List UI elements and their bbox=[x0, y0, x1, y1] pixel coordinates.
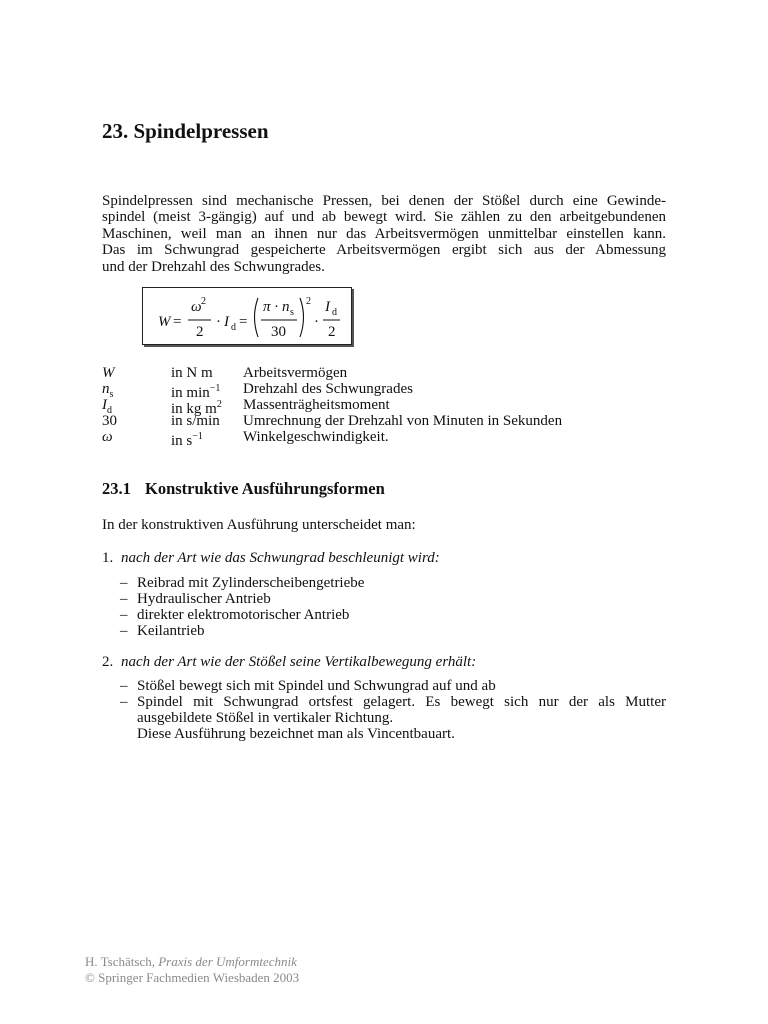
category-number: 2. bbox=[102, 654, 114, 670]
category-label: nach der Art wie der Stößel seine Vertikalbewegung erhält: bbox=[121, 654, 477, 670]
formula-denominator: 2 bbox=[196, 324, 204, 340]
formula-thirty: 30 bbox=[271, 324, 286, 340]
formula-omega-exponent: 2 bbox=[201, 296, 206, 307]
bullet-list bbox=[120, 678, 666, 742]
section-title-text: Konstruktive Ausführungsformen bbox=[145, 479, 385, 498]
formula-W: W bbox=[158, 314, 171, 330]
variable-symbol: W bbox=[102, 365, 115, 381]
formula-n: n bbox=[282, 299, 290, 315]
intro-line: und der Drehzahl des Schwungrades. bbox=[102, 258, 325, 275]
formula-denominator: 2 bbox=[328, 324, 336, 340]
category-number: 1. bbox=[102, 550, 114, 566]
footer-citation: H. Tschätsch, Praxis der Umformtechnik bbox=[85, 954, 297, 969]
list-item: – Keilantrieb bbox=[120, 623, 205, 639]
formula-equals: = bbox=[173, 314, 182, 330]
formula-n-subscript: s bbox=[290, 307, 294, 318]
formula-I-subscript: d bbox=[332, 307, 337, 318]
formula-I-subscript: d bbox=[231, 322, 236, 333]
variable-description: Umrechnung der Drehzahl von Minuten in Sekunden bbox=[243, 413, 563, 429]
bullet-list bbox=[120, 575, 666, 639]
intro-paragraph bbox=[102, 193, 666, 275]
category-heading bbox=[102, 550, 440, 567]
formula-dot: · bbox=[314, 314, 319, 330]
formula bbox=[143, 288, 351, 344]
intro-line: Das im Schwungrad gespeicherte Arbeitsvermögen ergibt sich aus der Abmessung bbox=[102, 242, 666, 259]
list-item: – Spindel mit Schwungrad ortsfest gelagert. Es bewegt sich nur der als Mutter ausgebildete Stößel in vertikaler Richtung. Diese Ausführung bezeichnet man als Vincentbauart. bbox=[120, 694, 666, 742]
formula-I: I bbox=[224, 314, 229, 330]
variable-description: Massenträgheitsmoment bbox=[243, 397, 390, 413]
formula-paren-exponent: 2 bbox=[306, 296, 311, 307]
chapter-title: 23. Spindelpressen bbox=[102, 119, 269, 143]
category-heading bbox=[102, 654, 476, 671]
formula-paren-left bbox=[255, 298, 259, 337]
variable-description: Arbeitsvermögen bbox=[243, 365, 348, 381]
variable-symbol: $I_d$ bbox=[102, 397, 112, 416]
section-number: 23.1 bbox=[102, 479, 131, 498]
formula-I: I bbox=[325, 299, 330, 315]
formula-box bbox=[142, 287, 352, 345]
formula-equals: = bbox=[239, 314, 248, 330]
intro-line: Maschinen, weil man an ihnen nur das Arbeitsvermögen unmittelbar einstellen kann. bbox=[102, 225, 666, 242]
variable-symbol: 30 bbox=[102, 413, 117, 429]
list-item: – Hydraulischer Antrieb bbox=[120, 591, 271, 607]
variable-description: Drehzahl des Schwungrades bbox=[243, 381, 413, 397]
list-item: – Stößel bewegt sich mit Spindel und Schwungrad auf und ab bbox=[120, 678, 496, 694]
variable-unit: in $\min^{-1}$ bbox=[171, 383, 221, 401]
variable-description: Winkelgeschwindigkeit. bbox=[243, 429, 389, 445]
list-item: – direkter elektromotorischer Antrieb bbox=[120, 607, 350, 623]
page-footer bbox=[85, 954, 299, 986]
variable-symbol: $n_s$ bbox=[102, 381, 114, 400]
footer-copyright: © Springer Fachmedien Wiesbaden 2003 bbox=[85, 970, 300, 985]
variable-symbol: ω bbox=[102, 429, 113, 445]
category-label: nach der Art wie das Schwungrad beschleunigt wird: bbox=[121, 550, 440, 566]
section-intro: In der konstruktiven Ausführung unterscheidet man: bbox=[102, 517, 416, 533]
intro-line: Spindelpressen sind mechanische Pressen, bei denen der Stößel durch eine Gewinde- bbox=[102, 193, 666, 209]
variable-unit: in s/min bbox=[171, 413, 220, 429]
section-title bbox=[102, 479, 385, 499]
variable-unit: in kg $m^2$ bbox=[171, 399, 222, 417]
formula-omega: ω bbox=[191, 299, 202, 315]
formula-paren-right bbox=[300, 298, 304, 337]
variable-unit: in N m bbox=[171, 365, 213, 381]
formula-dot: · bbox=[216, 314, 221, 330]
formula-pi: π bbox=[263, 299, 271, 315]
formula-dot: · bbox=[274, 299, 279, 315]
variable-unit: in $s^{-1}$ bbox=[171, 431, 203, 449]
list-item: – Reibrad mit Zylinderscheibengetriebe bbox=[120, 575, 365, 591]
intro-line: spindel (meist 3-gängig) auf und ab bewegt wird. Sie zählen zu den arbeitgebundenen bbox=[102, 209, 666, 226]
